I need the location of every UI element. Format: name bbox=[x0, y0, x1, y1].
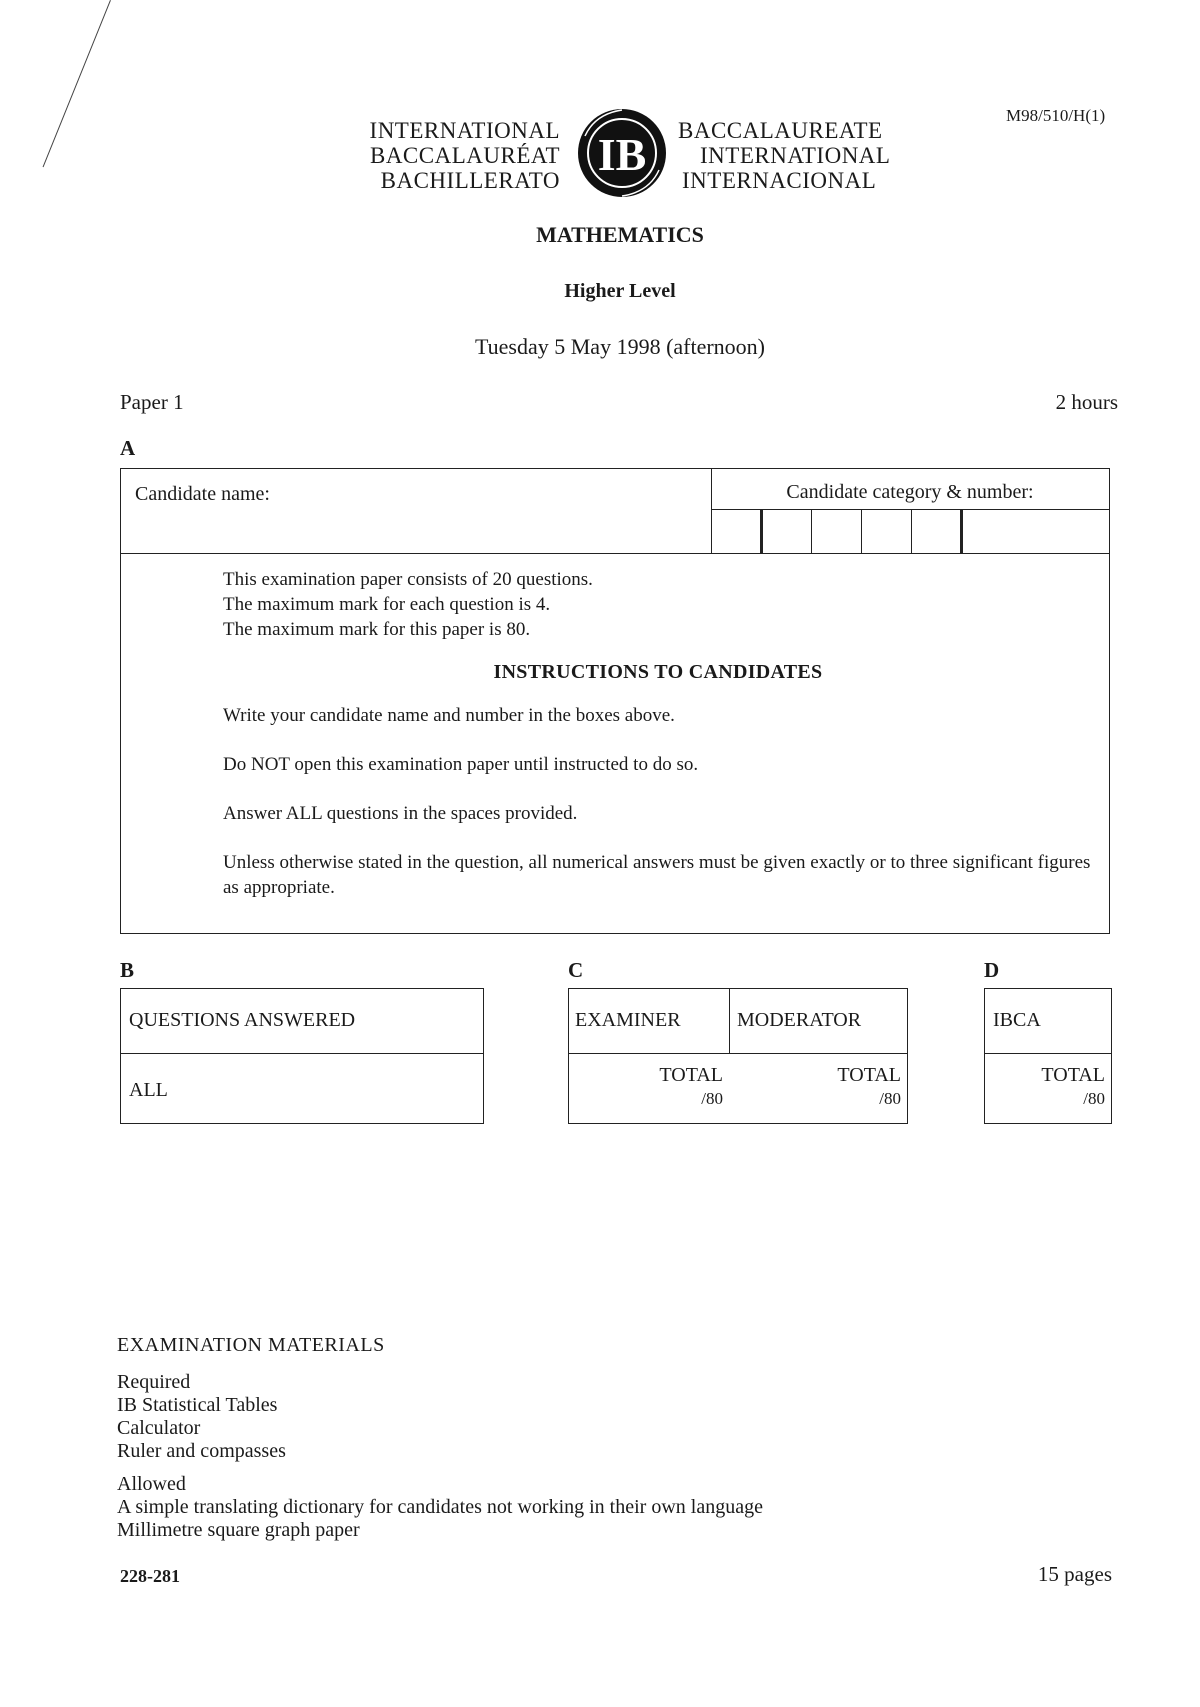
allowed-item: Millimetre square graph paper bbox=[117, 1519, 360, 1541]
ibca-header: IBCA bbox=[993, 1009, 1041, 1031]
org-name-right-line-1: BACCALAUREATE bbox=[678, 118, 883, 143]
column-divider bbox=[729, 989, 730, 1053]
instruction-line: Answer ALL questions in the spaces provided. bbox=[223, 803, 578, 824]
questions-answered-header-cell bbox=[121, 989, 483, 1054]
section-b-box bbox=[120, 988, 484, 1124]
section-a-box bbox=[120, 468, 1110, 934]
examiner-total-max: /80 bbox=[701, 1089, 723, 1108]
candidate-number-box[interactable] bbox=[963, 510, 1109, 554]
org-name-right-line-2: INTERNATIONAL bbox=[700, 143, 891, 168]
examination-materials bbox=[117, 1334, 763, 1552]
emblem-letters: IB bbox=[597, 129, 647, 180]
candidate-number-box[interactable] bbox=[862, 510, 912, 554]
org-name-right-line-3: INTERNACIONAL bbox=[682, 168, 877, 193]
candidate-number-box[interactable] bbox=[711, 510, 763, 554]
ib-emblem-icon bbox=[575, 106, 669, 200]
candidate-number-field bbox=[711, 469, 1109, 554]
section-d-label: D bbox=[984, 958, 1000, 982]
instructions-title: INSTRUCTIONS TO CANDIDATES bbox=[493, 661, 823, 683]
exam-subject: MATHEMATICS bbox=[536, 222, 704, 247]
ibca-total-label: TOTAL bbox=[1041, 1064, 1105, 1086]
required-label: Required bbox=[117, 1371, 191, 1393]
examiner-total-label: TOTAL bbox=[659, 1064, 723, 1086]
section-c-box bbox=[568, 988, 908, 1124]
section-d-box bbox=[984, 988, 1112, 1124]
org-name-left-line-1: INTERNATIONAL bbox=[369, 118, 560, 143]
examiner-header-row bbox=[569, 989, 907, 1054]
ibca-header-cell bbox=[985, 989, 1111, 1054]
candidate-number-box[interactable] bbox=[812, 510, 862, 554]
moderator-header: MODERATOR bbox=[737, 1009, 862, 1031]
materials-allowed bbox=[117, 1473, 763, 1542]
exam-paper: Paper 1 bbox=[120, 390, 184, 414]
candidate-name-field[interactable] bbox=[121, 469, 712, 554]
instruction-line: Unless otherwise stated in the question, all numerical answers must be given exactly or to three significant figures as appropriate. bbox=[223, 852, 1091, 898]
required-item: Ruler and compasses bbox=[117, 1440, 286, 1462]
info-line: This examination paper consists of 20 questions. bbox=[223, 569, 593, 590]
materials-required bbox=[117, 1371, 763, 1463]
required-item: Calculator bbox=[117, 1417, 201, 1439]
examiner-header: EXAMINER bbox=[575, 1009, 681, 1031]
candidate-name-label: Candidate name: bbox=[135, 483, 270, 505]
exam-date: Tuesday 5 May 1998 (afternoon) bbox=[474, 334, 766, 359]
moderator-total-max: /80 bbox=[879, 1089, 901, 1108]
moderator-total-label: TOTAL bbox=[837, 1064, 901, 1086]
exam-code: M98/510/H(1) bbox=[1006, 106, 1106, 125]
materials-title: EXAMINATION MATERIALS bbox=[117, 1334, 385, 1356]
org-name-left bbox=[330, 118, 560, 193]
candidate-number-box[interactable] bbox=[763, 510, 813, 554]
section-a-label: A bbox=[120, 436, 136, 460]
candidate-number-box[interactable] bbox=[912, 510, 964, 554]
exam-duration: 2 hours bbox=[1055, 390, 1118, 414]
info-line: The maximum mark for each question is 4. bbox=[223, 594, 551, 615]
allowed-item: A simple translating dictionary for candidates not working in their own language bbox=[117, 1496, 763, 1518]
instruction-line: Do NOT open this examination paper until instructed to do so. bbox=[223, 754, 699, 775]
ibca-total-field[interactable] bbox=[1041, 1063, 1105, 1111]
page-count: 15 pages bbox=[1037, 1562, 1112, 1586]
section-a-body bbox=[223, 567, 1093, 900]
org-name-left-line-3: BACHILLERATO bbox=[380, 168, 560, 193]
scan-artifact-line bbox=[43, 0, 111, 167]
candidate-number-boxes bbox=[711, 509, 1109, 554]
info-line: The maximum mark for this paper is 80. bbox=[223, 619, 531, 640]
moderator-total-field[interactable] bbox=[837, 1063, 901, 1111]
questions-answered-value: ALL bbox=[129, 1079, 168, 1101]
examiner-total-field[interactable] bbox=[659, 1063, 723, 1111]
exam-level: Higher Level bbox=[564, 280, 676, 302]
section-b-label: B bbox=[120, 958, 135, 982]
section-c-label: C bbox=[568, 958, 584, 982]
candidate-number-label: Candidate category & number: bbox=[786, 481, 1034, 503]
document-code: 228-281 bbox=[120, 1566, 180, 1586]
org-name-left-line-2: BACCALAURÉAT bbox=[369, 143, 560, 168]
org-name-right bbox=[678, 118, 918, 193]
allowed-label: Allowed bbox=[117, 1473, 186, 1495]
questions-answered-header: QUESTIONS ANSWERED bbox=[129, 1009, 356, 1031]
required-item: IB Statistical Tables bbox=[117, 1394, 278, 1416]
ibca-total-max: /80 bbox=[1083, 1089, 1105, 1108]
instruction-line: Write your candidate name and number in the boxes above. bbox=[223, 705, 675, 726]
